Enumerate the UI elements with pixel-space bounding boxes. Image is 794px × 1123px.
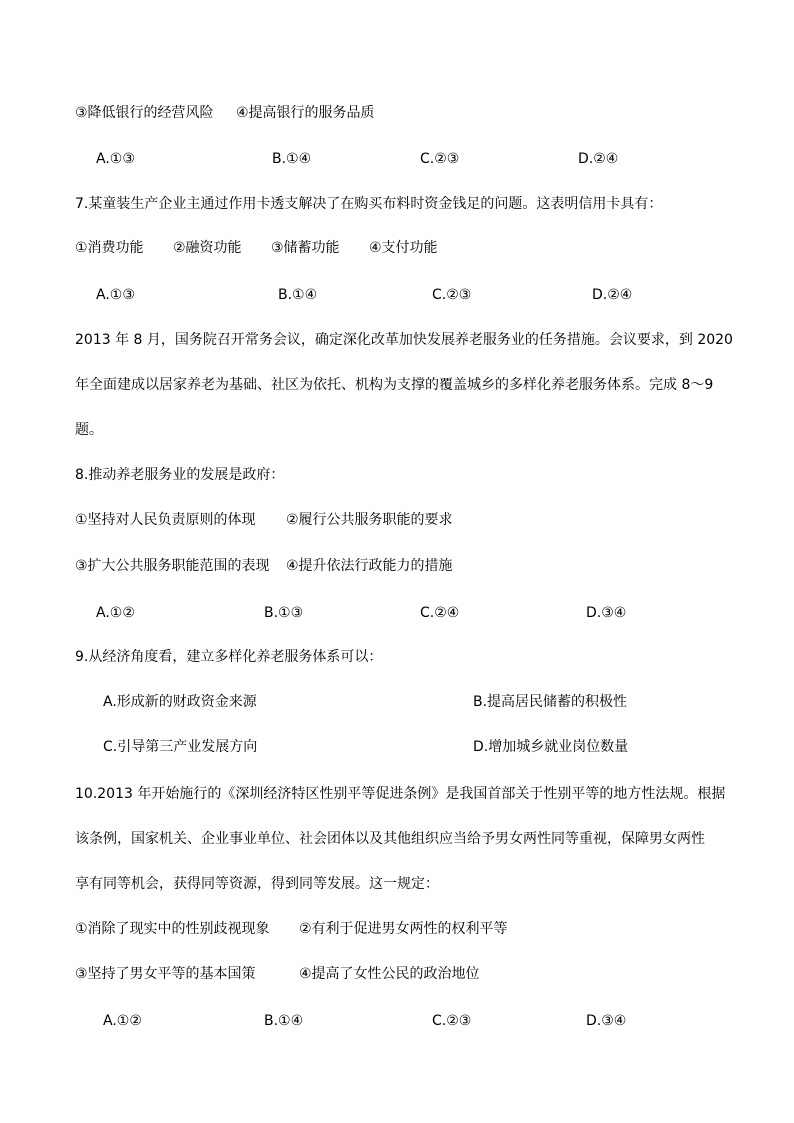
q6-choice-a: A.①③ — [96, 151, 135, 167]
q10-choice-b: B.①④ — [264, 1013, 304, 1029]
q7-option-4: ④支付功能 — [369, 240, 438, 256]
q6-choice-d: D.②④ — [578, 151, 619, 167]
q7-option-2: ②融资功能 — [173, 240, 242, 256]
q10-option-4: ④提高了女性公民的政治地位 — [299, 966, 480, 982]
q9-choice-a: A.形成新的财政资金来源 — [103, 694, 257, 710]
q9-choice-d: D.增加城乡就业岗位数量 — [473, 739, 629, 755]
q6-option-3: ③降低银行的经营风险 — [75, 105, 214, 121]
q8-option-4: ④提升依法行政能力的措施 — [286, 558, 453, 574]
q8-option-1: ①坚持对人民负责原则的体现 — [75, 512, 256, 528]
material-line-3: 题。 — [75, 422, 103, 438]
q8-choice-c: C.②④ — [420, 605, 460, 621]
q10-stem-line-1: 10.2013 年开始施行的《深圳经济特区性别平等促进条例》是我国首部关于性别平等的地方性法规。根据 — [75, 786, 726, 802]
q7-stem: 7.某童装生产企业主通过作用卡透支解决了在购买布料时资金钱足的问题。这表明信用卡具有： — [75, 196, 663, 212]
q7-option-3: ③储蓄功能 — [271, 240, 340, 256]
q7-choice-b: B.①④ — [278, 287, 318, 303]
q9-stem: 9.从经济角度看，建立多样化养老服务体系可以： — [75, 649, 383, 665]
q10-choice-a: A.①② — [103, 1013, 142, 1029]
q8-choice-a: A.①② — [96, 605, 135, 621]
q6-choice-b: B.①④ — [272, 151, 312, 167]
material-line-2: 年全面建成以居家养老为基础、社区为依托、机构为支撑的覆盖城乡的多样化养老服务体系。完成 8～9 — [75, 377, 714, 393]
material-line-1: 2013 年 8 月，国务院召开常务会议，确定深化改革加快发展养老服务业的任务措施。会议要求，到 2020 — [75, 332, 733, 348]
q6-choice-c: C.②③ — [420, 151, 460, 167]
q7-choice-d: D.②④ — [592, 287, 633, 303]
q10-option-1: ①消除了现实中的性别歧视现象 — [75, 921, 270, 937]
q9-choice-b: B.提高居民储蓄的积极性 — [473, 694, 628, 710]
q8-choice-b: B.①③ — [264, 605, 304, 621]
q7-choice-a: A.①③ — [96, 287, 135, 303]
q8-choice-d: D.③④ — [586, 605, 627, 621]
q8-stem: 8.推动养老服务业的发展是政府： — [75, 467, 285, 483]
q10-stem-line-3: 享有同等机会，获得同等资源，得到同等发展。这一规定： — [75, 876, 439, 892]
q10-choice-d: D.③④ — [586, 1013, 627, 1029]
q7-choice-c: C.②③ — [432, 287, 472, 303]
q10-choice-c: C.②③ — [432, 1013, 472, 1029]
q8-option-2: ②履行公共服务职能的要求 — [286, 512, 453, 528]
q10-stem-line-2: 该条例，国家机关、企业事业单位、社会团体以及其他组织应当给予男女两性同等重视，保障男女两性 — [75, 831, 705, 847]
q10-option-2: ②有利于促进男女两性的权利平等 — [299, 921, 508, 937]
q8-option-3: ③扩大公共服务职能范围的表现 — [75, 558, 270, 574]
q10-option-3: ③坚持了男女平等的基本国策 — [75, 966, 256, 982]
q7-option-1: ①消费功能 — [75, 240, 144, 256]
q9-choice-c: C.引导第三产业发展方向 — [103, 739, 258, 755]
q6-option-4: ④提高银行的服务品质 — [236, 105, 375, 121]
